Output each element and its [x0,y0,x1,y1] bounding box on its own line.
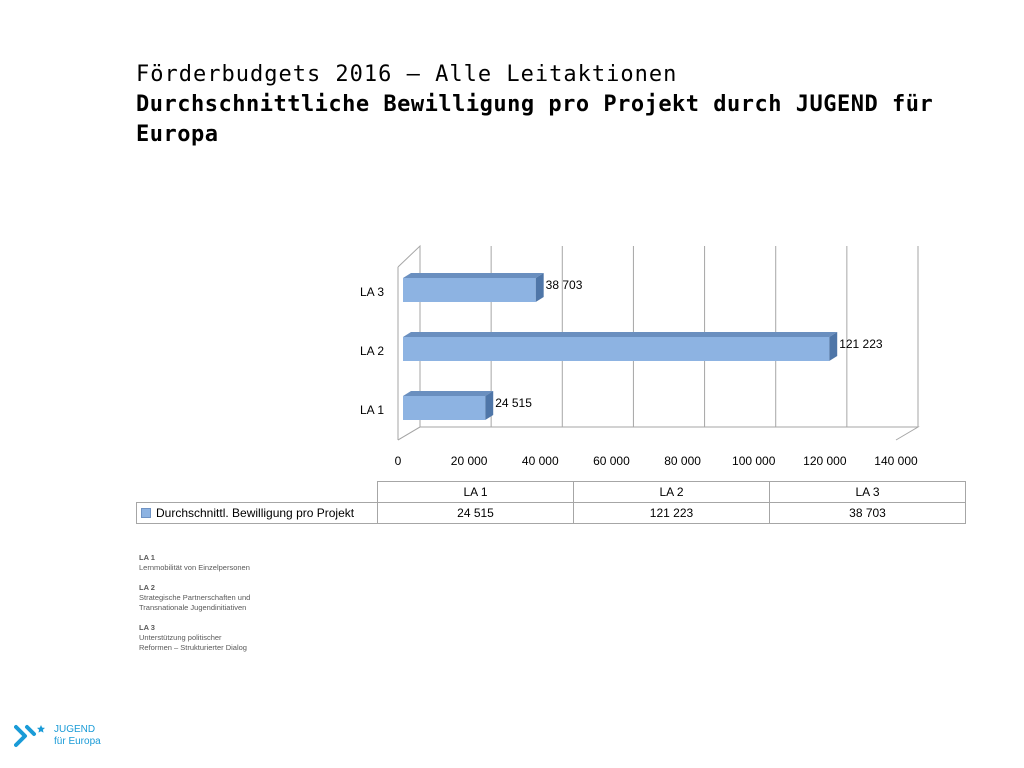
jugend-fuer-europa-logo [14,722,104,752]
data-table-row [137,503,966,524]
data-label: 24 515 [495,396,532,410]
note-la1 [139,553,339,573]
x-tick-label: 0 [394,454,402,468]
jugend-fuer-europa-logo-icon [14,724,48,750]
logo-text: JUGEND für Europa [54,724,101,747]
note-title: LA 3 [139,623,155,632]
y-category-label: LA 2 [359,344,384,358]
bar [403,278,536,302]
legend-swatch [141,508,151,518]
data-table-col-header: LA 3 [770,482,966,503]
data-table-header-row [137,482,966,503]
x-tick-label: 120 000 [803,454,847,468]
note-title: LA 2 [139,583,155,592]
data-table-col-header: LA 1 [378,482,574,503]
data-table-col-header: LA 2 [574,482,770,503]
bar-side-face [536,273,544,302]
bar-top-face [403,391,493,396]
note-description: Lernmobilität von Einzelpersonen [139,563,250,572]
note-description: Strategische Partnerschaften und Transnationale Jugendinitiativen [139,593,251,612]
y-category-label: LA 3 [359,285,384,299]
bar-side-face [829,332,837,361]
note-description: Unterstützung politischer Reformen – Strukturierter Dialog [139,633,247,652]
data-label: 121 223 [839,337,883,351]
data-table-cell: 38 703 [770,503,966,524]
note-la2 [139,583,339,613]
bar [403,337,829,361]
data-label: 38 703 [545,278,583,292]
leitaktion-notes [139,553,339,663]
title-line-2: Durchschnittliche Bewilligung pro Projekt durch JUGEND für Europa [136,92,934,147]
note-la3 [139,623,339,653]
x-tick-label: 100 000 [732,454,776,468]
floor [398,427,918,440]
legend-label: Durchschnittl. Bewilligung pro Projekt [156,506,355,520]
bar-side-face [485,391,493,420]
y-category-label: LA 1 [359,403,384,417]
x-tick-label: 40 000 [521,454,559,468]
data-table-cell: 121 223 [574,503,770,524]
x-tick-label: 140 000 [874,454,918,468]
note-title: LA 1 [139,553,155,562]
title-line-1: Förderbudgets 2016 – Alle Leitaktionen [136,62,678,87]
data-table-cell: 24 515 [378,503,574,524]
x-tick-label: 20 000 [450,454,488,468]
bar [403,396,485,420]
data-table-row-label [137,503,378,524]
chart-data-table [136,481,966,524]
bar-top-face [403,332,837,337]
x-tick-label: 60 000 [593,454,630,468]
bar-top-face [403,273,544,278]
x-tick-label: 80 000 [664,454,701,468]
